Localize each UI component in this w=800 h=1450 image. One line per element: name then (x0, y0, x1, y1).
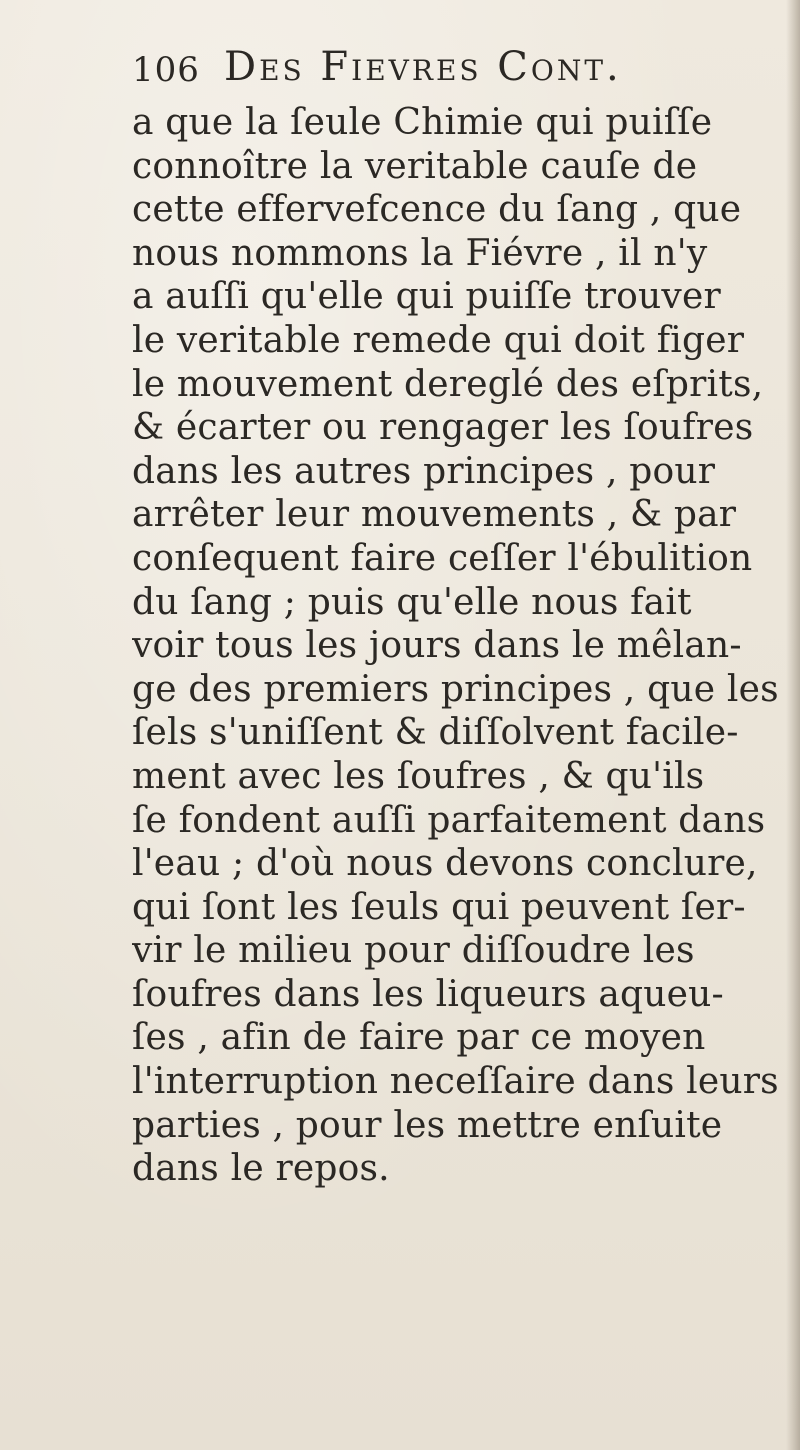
text-line: cette effervefcence du ſang , que (132, 189, 742, 231)
text-line: & écarter ou rengager les ſoufres (132, 407, 754, 449)
text-line: le mouvement dereglé des eſprits, (132, 363, 764, 405)
text-line: ſels s'uniſſent & diſſolvent facile- (132, 712, 739, 754)
text-line: arrêter leur mouvements , & par (132, 494, 737, 536)
page-number: 106 (132, 50, 200, 90)
page-header (132, 44, 772, 94)
text-line: ſoufres dans les liqueurs aqueu- (132, 973, 724, 1015)
text-line: voir tous les jours dans le mêlan- (132, 625, 742, 667)
text-line: vir le milieu pour diſſoudre les (132, 930, 695, 972)
running-head: Des Fievres Cont. (224, 44, 622, 90)
text-line: parties , pour les mettre enſuite (132, 1104, 723, 1146)
text-line: dans les autres principes , pour (132, 450, 716, 492)
text-line: conſequent faire ceſſer l'ébulition (132, 537, 753, 579)
text-line: le veritable remede qui doit figer (132, 319, 745, 361)
text-line: dans le repos. (132, 1148, 390, 1190)
text-line: l'interruption neceſſaire dans leurs (132, 1061, 779, 1103)
body-text (132, 101, 794, 1191)
text-line: du ſang ; puis qu'elle nous fait (132, 581, 692, 623)
text-line: a auſſi qu'elle qui puiſſe trouver (132, 276, 721, 318)
text-line: l'eau ; d'où nous devons conclure, (132, 843, 758, 885)
text-line: nous nommons la Fiévre , il n'y (132, 232, 708, 274)
text-line: ge des premiers principes , que les (132, 668, 779, 710)
text-line: ſe fondent auſſi parfaitement dans (132, 799, 766, 841)
text-line: ſes , afin de faire par ce moyen (132, 1017, 706, 1059)
text-line: qui ſont les ſeuls qui peuvent ſer- (132, 886, 746, 928)
text-line: a que la ſeule Chimie qui puiſſe (132, 102, 713, 143)
text-line: ment avec les ſoufres , & qu'ils (132, 755, 705, 797)
text-line: connoître la veritable cauſe de (132, 145, 698, 187)
